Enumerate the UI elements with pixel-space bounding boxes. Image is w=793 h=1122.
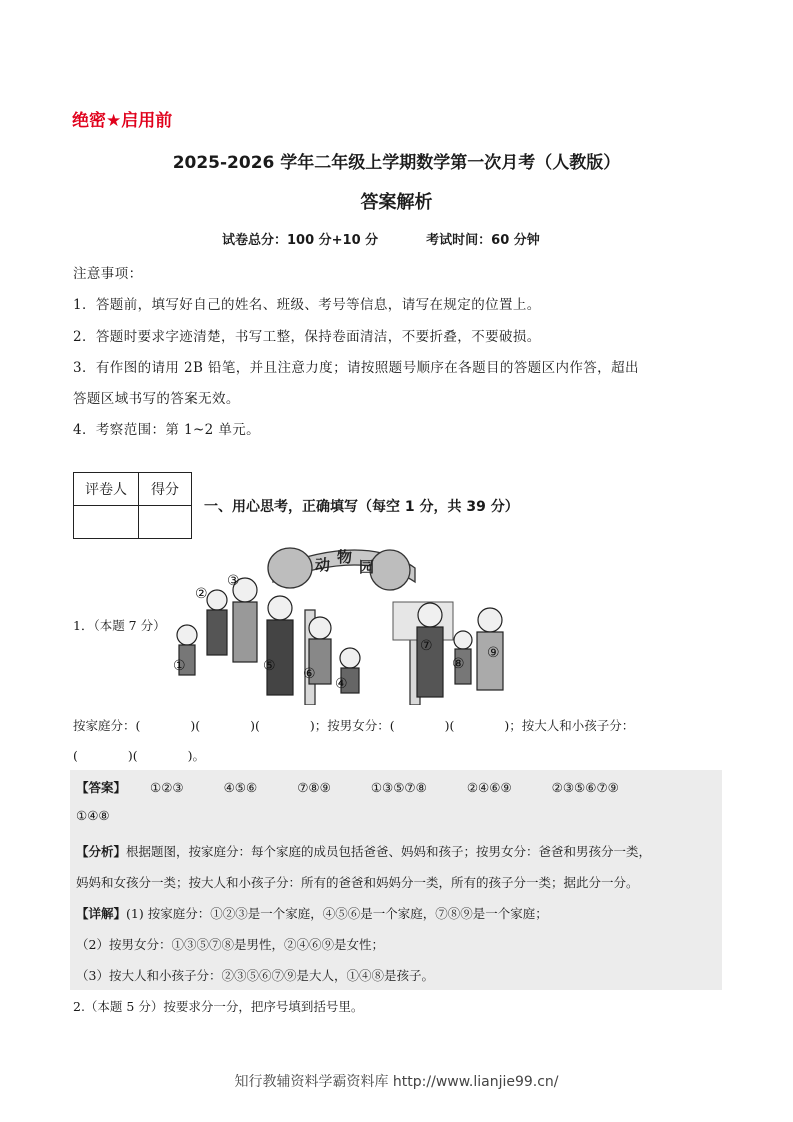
exam-time: 考试时间：60 分钟: [426, 233, 540, 248]
answer-item: ①③⑤⑦⑧: [370, 780, 427, 795]
zoo-family-illustration: [165, 540, 535, 705]
answer-label: 【答案】: [76, 780, 127, 795]
analysis-text: 根据题图，按家庭分：每个家庭的成员包括爸爸、妈妈和孩子；按男女分：爸爸和男孩分一类，: [126, 844, 652, 859]
footer-watermark[interactable]: 知行教辅资料学霸资料库 http://www.lianjie99.cn/: [234, 1074, 559, 1090]
zoo-sign-char: 动: [315, 556, 331, 574]
answer-item: ①②③: [149, 780, 184, 795]
notice-item: 2．答题时要求字迹清楚，书写工整，保持卷面清洁，不要折叠，不要破损。: [73, 329, 541, 345]
zoo-sign-char: 园: [359, 558, 375, 576]
notice-item: 答题区域书写的答案无效。: [73, 391, 240, 407]
detail-label: 【详解】: [76, 906, 127, 921]
exam-meta: [222, 229, 540, 248]
detail-text: （2）按男女分：①③⑤⑦⑧是男性，②④⑥⑨是女性；: [76, 937, 384, 952]
figure-number: ②: [195, 586, 208, 602]
figure-number: ⑨: [487, 645, 500, 661]
answer-last: ①④⑧: [76, 808, 110, 823]
question-1-blanks[interactable]: 按家庭分：( )( )( )；按男女分：( )( )；按大人和小孩子分：: [73, 718, 635, 733]
question-1-label: 1．（本题 7 分）: [73, 618, 166, 633]
notice-item: 4．考察范围：第 1~2 单元。: [73, 422, 261, 438]
figure-number: ⑧: [452, 656, 465, 672]
score-header: 得分: [139, 473, 192, 506]
section-heading: 一、用心思考，正确填写（每空 1 分，共 39 分）: [204, 499, 519, 515]
score-table: [73, 472, 192, 539]
figure-number: ①: [173, 658, 186, 674]
score-cell[interactable]: [139, 506, 192, 539]
zoo-sign-char: 物: [337, 548, 353, 566]
detail-text: (1) 按家庭分：①②③是一个家庭，④⑤⑥是一个家庭，⑦⑧⑨是一个家庭；: [126, 906, 548, 921]
analysis-label: 【分析】: [76, 844, 127, 859]
notice-heading: 注意事项：: [73, 266, 143, 282]
notice-item: 1．答题前，填写好自己的姓名、班级、考号等信息，请写在规定的位置上。: [73, 297, 541, 313]
question-2-label: 2.（本题 5 分）按要求分一分，把序号填到括号里。: [73, 999, 364, 1014]
analysis-text-cont: 妈妈和女孩分一类；按大人和小孩子分：所有的爸爸和妈妈分一类，所有的孩子分一类；据此分一分。: [76, 875, 639, 890]
total-score: 试卷总分：100 分+10 分: [222, 233, 379, 248]
exam-subtitle: 答案解析: [360, 192, 433, 213]
analysis-row: [76, 842, 651, 860]
detail-row: [76, 904, 548, 922]
figure-number: ⑥: [303, 666, 316, 682]
answer-item: ⑦⑧⑨: [297, 780, 331, 795]
figure-number: ⑤: [263, 658, 276, 674]
figure-number: ④: [335, 676, 348, 692]
confidential-label: 绝密★启用前: [72, 111, 173, 131]
figure-number: ⑦: [420, 638, 433, 654]
answer-row: [76, 778, 619, 796]
answer-item: ②③⑤⑥⑦⑨: [551, 780, 619, 795]
answer-item: ②④⑥⑨: [466, 780, 512, 795]
notice-item: 3．有作图的请用 2B 铅笔，并且注意力度；请按照题号顺序在各题目的答题区内作答，超出: [73, 360, 639, 376]
exam-title: 2025-2026 学年二年级上学期数学第一次月考（人教版）: [172, 153, 621, 173]
question-1-blanks-cont[interactable]: ( )( )。: [73, 748, 206, 763]
grader-header: 评卷人: [74, 473, 139, 506]
detail-text: （3）按大人和小孩子分：②③⑤⑥⑦⑨是大人，①④⑧是孩子。: [76, 968, 434, 983]
figure-number: ③: [227, 573, 240, 589]
grader-cell[interactable]: [74, 506, 139, 539]
answer-item: ④⑤⑥: [223, 780, 258, 795]
